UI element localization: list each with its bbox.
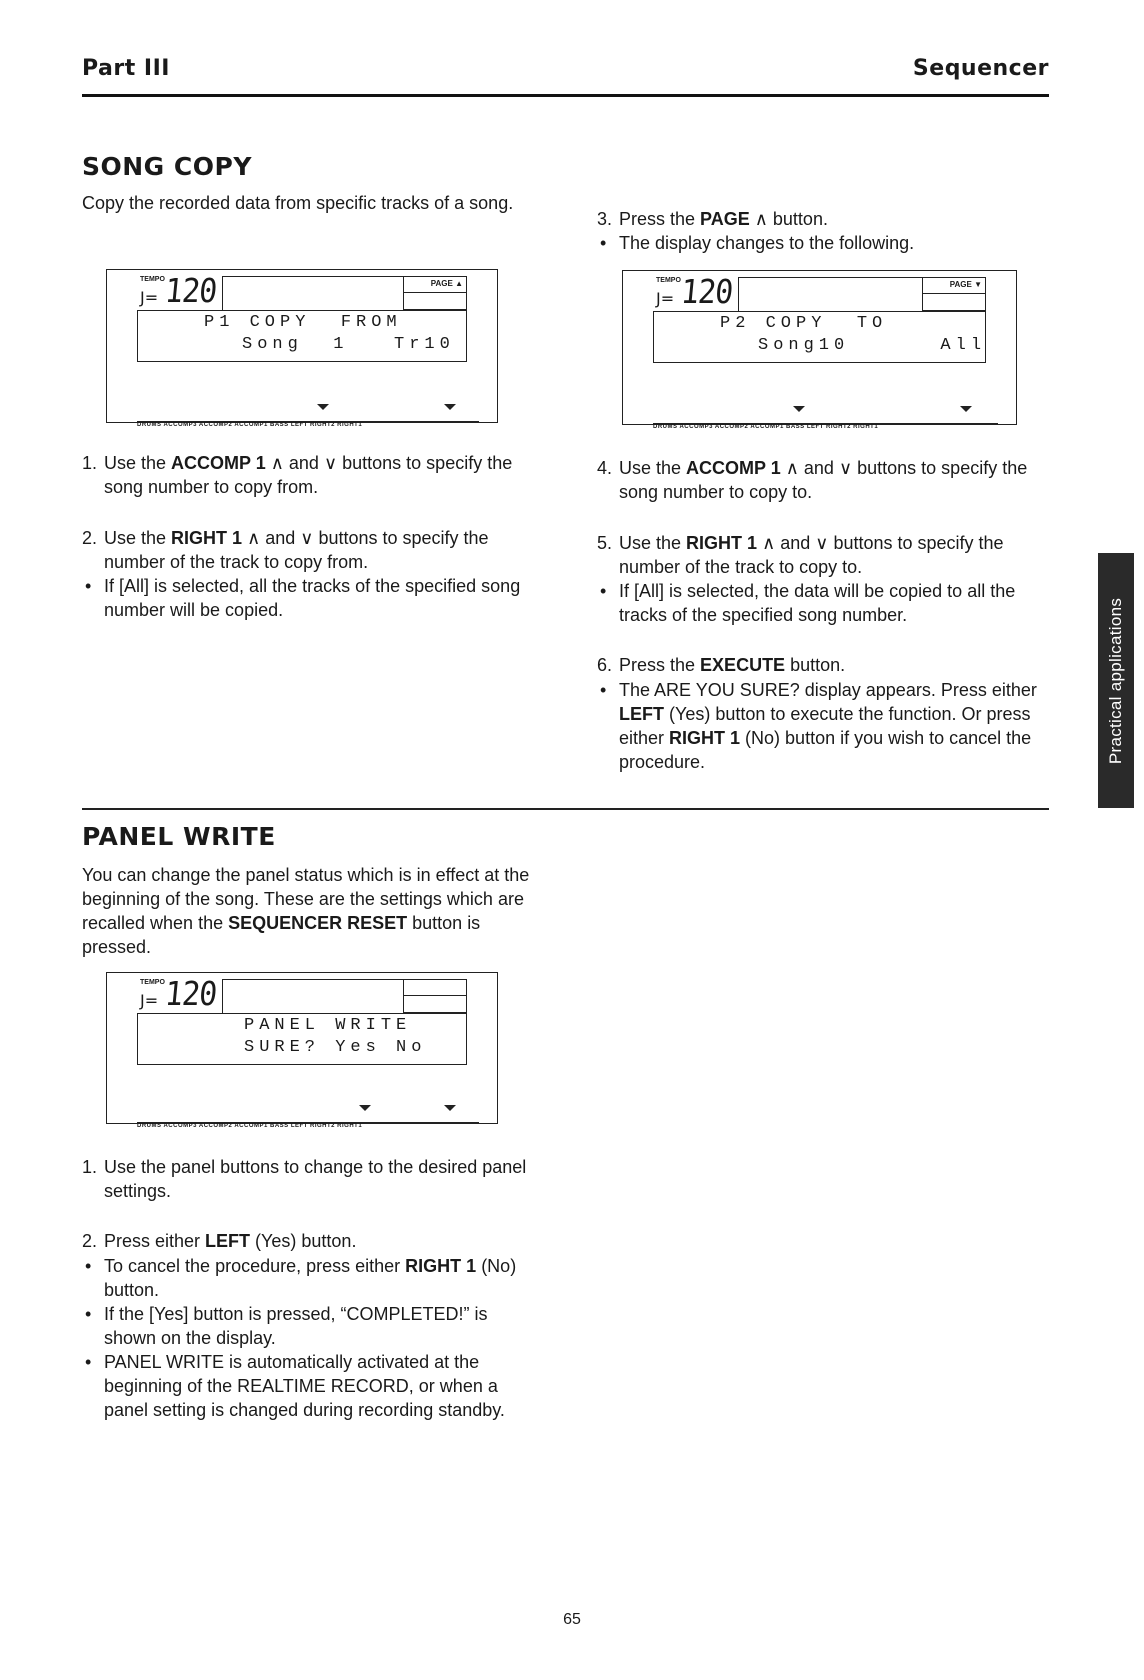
pw-step-2: 2. Press either LEFT (Yes) button. xyxy=(82,1231,357,1251)
panel-write-title: PANEL WRITE xyxy=(82,822,276,851)
tempo-label: TEMPO xyxy=(656,277,681,284)
lcd-line-1: P1 COPY FROM xyxy=(204,313,402,332)
tempo-box xyxy=(137,975,223,1014)
pw-bullet-2: • If the [Yes] button is pressed, “COMPLETED!” is shown on the display. xyxy=(82,1302,532,1350)
tempo-value: 120 xyxy=(679,273,735,312)
page-number: 65 xyxy=(563,1611,581,1628)
step-1: 1. Use the ACCOMP 1 ∧ and ∨ buttons to specify the song number to copy from. xyxy=(82,453,513,497)
track-labels: DRUMS ACCOMP3 ACCOMP2 ACCOMP1 BASS LEFT RIGHT2 RIGHT1 xyxy=(137,421,479,430)
lcd-line-2: SURE? Yes No xyxy=(244,1038,427,1057)
down-arrow-icon xyxy=(444,1105,456,1111)
song-copy-title: SONG COPY xyxy=(82,152,252,181)
page-indicator xyxy=(403,979,467,1013)
page-indicator xyxy=(403,276,467,310)
tempo-label: TEMPO xyxy=(140,276,165,283)
lcd-display-copy-to xyxy=(622,270,1017,430)
lcd-textbox xyxy=(137,310,467,362)
step-3: 3. Press the PAGE ∧ button. xyxy=(597,209,828,229)
lcd-textbox xyxy=(653,311,986,363)
panel-write-intro: You can change the panel status which is in effect at the beginning of the song. These are the settings which are recalled when the SEQUENCER RESET button is pressed. xyxy=(82,865,530,957)
step-6-bullet: • The ARE YOU SURE? display appears. Press either LEFT (Yes) button to execute the function. Or press either RIGHT 1 (No) button if you wish to cancel the procedure. xyxy=(597,678,1047,774)
lcd-display-copy-from xyxy=(106,269,498,428)
step-5: 5. Use the RIGHT 1 ∧ and ∨ buttons to specify the number of the track to copy to. xyxy=(597,533,1004,577)
header-rule xyxy=(82,94,1049,97)
lcd-line-1: P2 COPY TO xyxy=(720,314,888,333)
lcd-line-2: Song10 All xyxy=(758,336,987,355)
down-arrow-icon xyxy=(317,404,329,410)
section-divider xyxy=(82,808,1049,810)
lcd-line-2: Song 1 Tr10 xyxy=(242,335,455,354)
tempo-note: J= xyxy=(656,289,675,308)
tempo-box xyxy=(653,273,739,312)
lcd-textbox xyxy=(137,1013,467,1065)
tempo-value: 120 xyxy=(163,975,219,1014)
side-tab xyxy=(1098,553,1134,808)
header-part: Part III xyxy=(82,56,170,81)
track-labels: DRUMS ACCOMP3 ACCOMP2 ACCOMP1 BASS LEFT RIGHT2 RIGHT1 xyxy=(137,1122,479,1131)
page-label: PAGE ▲ xyxy=(430,279,463,288)
lcd-line-1: PANEL WRITE xyxy=(244,1016,412,1035)
tempo-box xyxy=(137,272,223,311)
step-4: 4. Use the ACCOMP 1 ∧ and ∨ buttons to specify the song number to copy to. xyxy=(597,458,1028,502)
page-label: PAGE ▼ xyxy=(949,280,982,289)
down-arrow-icon xyxy=(444,404,456,410)
down-arrow-icon xyxy=(359,1105,371,1111)
pw-bullet-1: • To cancel the procedure, press either RIGHT 1 (No) button. xyxy=(82,1254,532,1302)
step-2: 2. Use the RIGHT 1 ∧ and ∨ buttons to specify the number of the track to copy from. xyxy=(82,528,489,572)
step-2-bullet: • If [All] is selected, all the tracks of the specified song number will be copied. xyxy=(82,574,532,622)
tempo-note: J= xyxy=(140,288,159,307)
step-3-bullet: • The display changes to the following. xyxy=(597,231,1047,255)
down-arrow-icon xyxy=(960,406,972,412)
page-indicator xyxy=(922,277,986,311)
down-arrow-icon xyxy=(793,406,805,412)
step-5-bullet: • If [All] is selected, the data will be copied to all the tracks of the specified song number. xyxy=(597,579,1047,627)
header-section: Sequencer xyxy=(912,56,1049,81)
step-6: 6. Press the EXECUTE button. xyxy=(597,655,846,675)
lcd-display-panel-write xyxy=(106,972,498,1129)
pw-step-1: 1. Use the panel buttons to change to the desired panel settings. xyxy=(82,1157,527,1201)
song-copy-intro: Copy the recorded data from specific tracks of a song. xyxy=(82,193,514,213)
side-tab-label: Practical applications xyxy=(1106,597,1125,764)
tempo-value: 120 xyxy=(163,272,219,311)
tempo-note: J= xyxy=(140,991,159,1010)
track-labels: DRUMS ACCOMP3 ACCOMP2 ACCOMP1 BASS LEFT RIGHT2 RIGHT1 xyxy=(653,423,998,432)
pw-bullet-3: • PANEL WRITE is automatically activated at the beginning of the REALTIME RECORD, or when a panel setting is changed during recording standby. xyxy=(82,1350,532,1422)
tempo-label: TEMPO xyxy=(140,979,165,986)
